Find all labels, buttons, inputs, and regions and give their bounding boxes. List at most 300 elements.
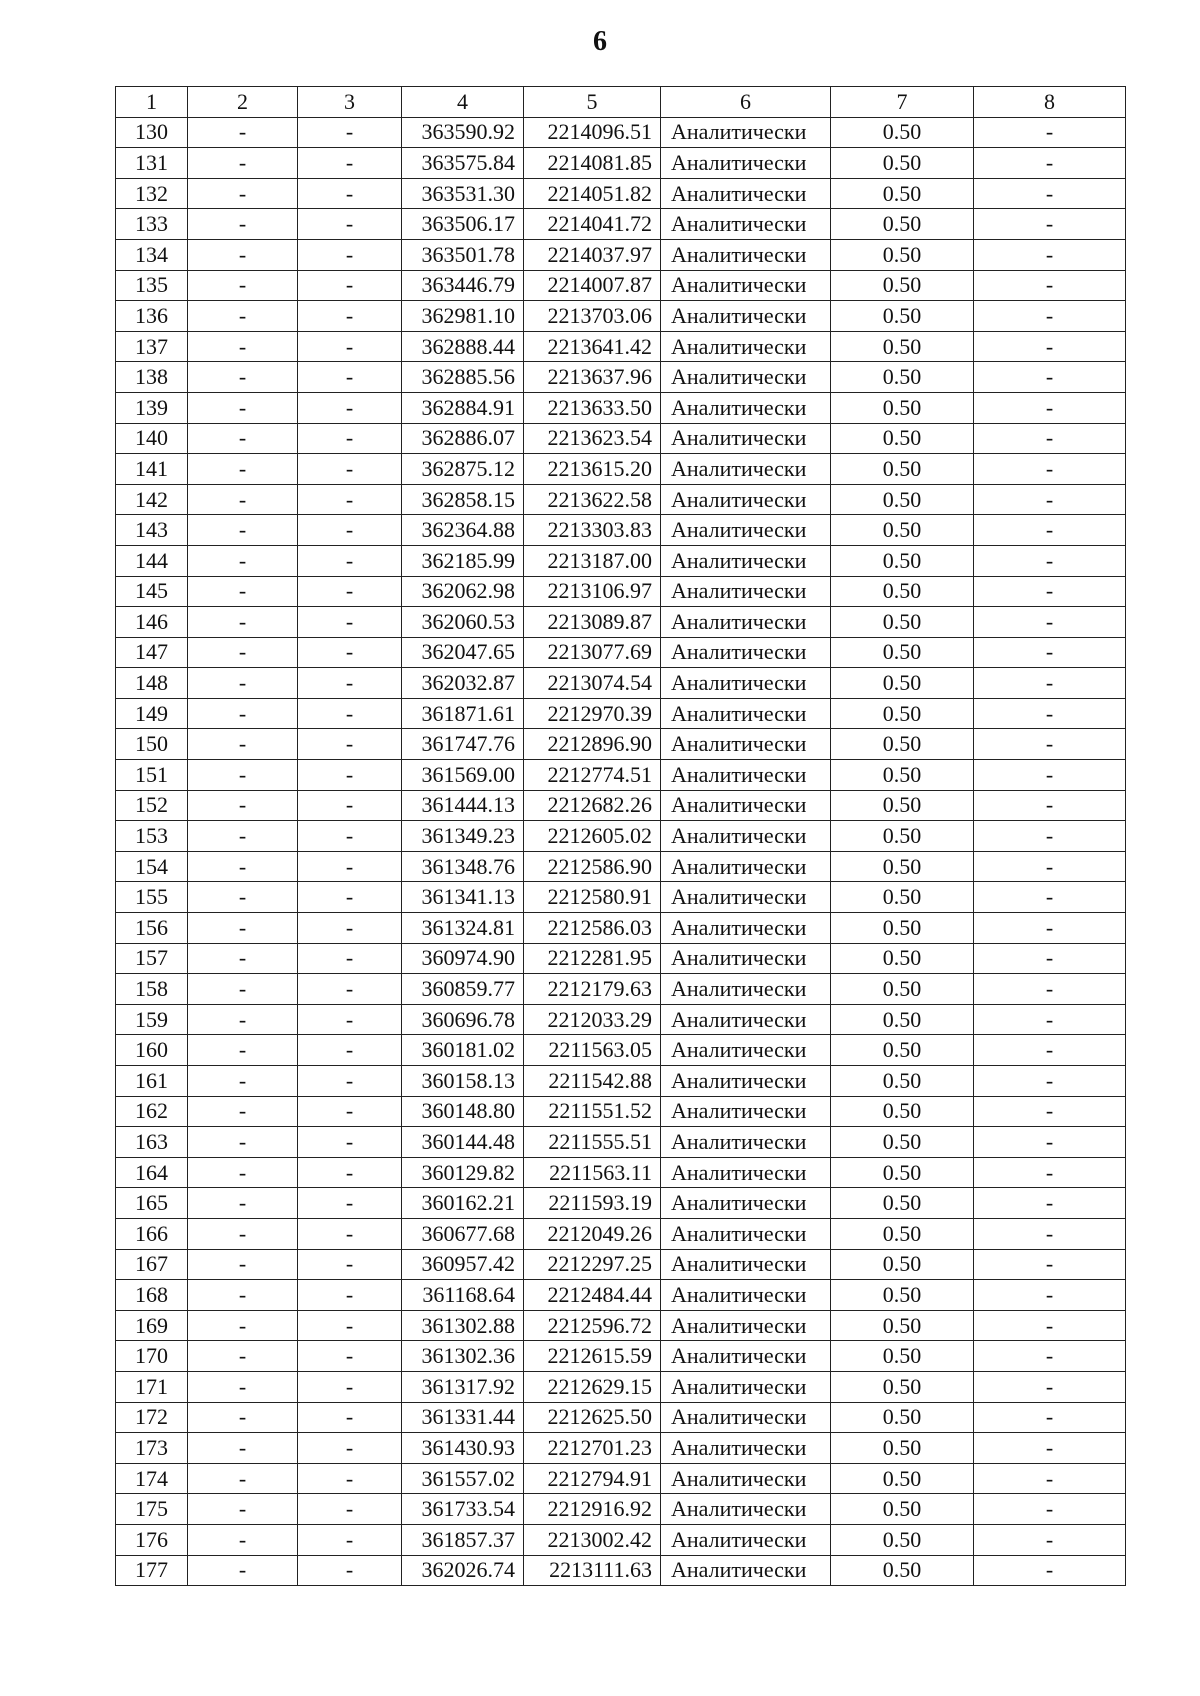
cell-y-coordinate: 2212970.39	[524, 698, 661, 729]
cell-col-2: -	[188, 1035, 298, 1066]
cell-accuracy: 0.50	[831, 423, 974, 454]
cell-col-2: -	[188, 270, 298, 301]
table-row	[116, 1280, 1126, 1311]
cell-accuracy: 0.50	[831, 821, 974, 852]
cell-x-coordinate: 363506.17	[402, 209, 524, 240]
cell-col-2: -	[188, 607, 298, 638]
cell-y-coordinate: 2212179.63	[524, 974, 661, 1005]
table-row	[116, 178, 1126, 209]
header-col-1: 1	[116, 87, 188, 118]
cell-method: Аналитически	[661, 1555, 831, 1586]
cell-x-coordinate: 361302.88	[402, 1310, 524, 1341]
table-row	[116, 239, 1126, 270]
cell-col-8: -	[974, 576, 1126, 607]
table-row	[116, 117, 1126, 148]
cell-accuracy: 0.50	[831, 1066, 974, 1097]
cell-y-coordinate: 2212605.02	[524, 821, 661, 852]
cell-accuracy: 0.50	[831, 943, 974, 974]
cell-col-3: -	[298, 1249, 402, 1280]
table-row	[116, 882, 1126, 913]
cell-accuracy: 0.50	[831, 1280, 974, 1311]
cell-point-number: 153	[116, 821, 188, 852]
cell-y-coordinate: 2212701.23	[524, 1433, 661, 1464]
cell-method: Аналитически	[661, 362, 831, 393]
cell-x-coordinate: 361733.54	[402, 1494, 524, 1525]
cell-col-3: -	[298, 545, 402, 576]
cell-col-2: -	[188, 148, 298, 179]
cell-method: Аналитически	[661, 1341, 831, 1372]
cell-y-coordinate: 2214096.51	[524, 117, 661, 148]
cell-y-coordinate: 2213615.20	[524, 454, 661, 485]
cell-method: Аналитически	[661, 882, 831, 913]
table-row	[116, 943, 1126, 974]
cell-col-3: -	[298, 331, 402, 362]
cell-accuracy: 0.50	[831, 668, 974, 699]
cell-x-coordinate: 363446.79	[402, 270, 524, 301]
cell-y-coordinate: 2213703.06	[524, 301, 661, 332]
cell-point-number: 159	[116, 1004, 188, 1035]
cell-point-number: 136	[116, 301, 188, 332]
cell-col-8: -	[974, 1096, 1126, 1127]
cell-y-coordinate: 2212615.59	[524, 1341, 661, 1372]
table-row	[116, 362, 1126, 393]
table-row	[116, 698, 1126, 729]
cell-method: Аналитически	[661, 1463, 831, 1494]
cell-point-number: 160	[116, 1035, 188, 1066]
cell-point-number: 155	[116, 882, 188, 913]
cell-col-8: -	[974, 1218, 1126, 1249]
table-row	[116, 1218, 1126, 1249]
cell-col-2: -	[188, 974, 298, 1005]
cell-y-coordinate: 2212682.26	[524, 790, 661, 821]
table-row	[116, 913, 1126, 944]
cell-col-8: -	[974, 1433, 1126, 1464]
cell-col-8: -	[974, 1402, 1126, 1433]
cell-col-3: -	[298, 1218, 402, 1249]
table-row	[116, 515, 1126, 546]
cell-x-coordinate: 360144.48	[402, 1127, 524, 1158]
cell-col-8: -	[974, 851, 1126, 882]
table-row	[116, 1127, 1126, 1158]
cell-col-8: -	[974, 362, 1126, 393]
cell-point-number: 154	[116, 851, 188, 882]
cell-accuracy: 0.50	[831, 729, 974, 760]
cell-accuracy: 0.50	[831, 1371, 974, 1402]
cell-col-3: -	[298, 1371, 402, 1402]
cell-y-coordinate: 2211563.05	[524, 1035, 661, 1066]
table-row	[116, 974, 1126, 1005]
cell-col-8: -	[974, 1280, 1126, 1311]
page-number: 6	[593, 26, 607, 57]
cell-accuracy: 0.50	[831, 484, 974, 515]
cell-col-3: -	[298, 1463, 402, 1494]
cell-col-3: -	[298, 729, 402, 760]
cell-col-2: -	[188, 1096, 298, 1127]
cell-point-number: 135	[116, 270, 188, 301]
cell-col-8: -	[974, 1524, 1126, 1555]
cell-accuracy: 0.50	[831, 117, 974, 148]
cell-x-coordinate: 362047.65	[402, 637, 524, 668]
cell-col-2: -	[188, 790, 298, 821]
cell-method: Аналитически	[661, 576, 831, 607]
cell-col-2: -	[188, 1371, 298, 1402]
cell-x-coordinate: 362858.15	[402, 484, 524, 515]
cell-accuracy: 0.50	[831, 1035, 974, 1066]
cell-x-coordinate: 360148.80	[402, 1096, 524, 1127]
table-row	[116, 1341, 1126, 1372]
cell-col-2: -	[188, 882, 298, 913]
cell-accuracy: 0.50	[831, 882, 974, 913]
cell-x-coordinate: 361324.81	[402, 913, 524, 944]
cell-col-8: -	[974, 729, 1126, 760]
cell-point-number: 148	[116, 668, 188, 699]
header-col-4: 4	[402, 87, 524, 118]
cell-col-3: -	[298, 1402, 402, 1433]
cell-y-coordinate: 2212629.15	[524, 1371, 661, 1402]
cell-col-8: -	[974, 484, 1126, 515]
cell-method: Аналитически	[661, 301, 831, 332]
cell-y-coordinate: 2212625.50	[524, 1402, 661, 1433]
cell-col-2: -	[188, 1524, 298, 1555]
cell-col-8: -	[974, 668, 1126, 699]
cell-point-number: 167	[116, 1249, 188, 1280]
cell-accuracy: 0.50	[831, 392, 974, 423]
cell-col-8: -	[974, 1035, 1126, 1066]
cell-x-coordinate: 361747.76	[402, 729, 524, 760]
cell-method: Аналитически	[661, 729, 831, 760]
cell-col-3: -	[298, 790, 402, 821]
cell-x-coordinate: 361430.93	[402, 1433, 524, 1464]
cell-point-number: 168	[116, 1280, 188, 1311]
cell-y-coordinate: 2211593.19	[524, 1188, 661, 1219]
cell-col-8: -	[974, 1066, 1126, 1097]
cell-y-coordinate: 2213187.00	[524, 545, 661, 576]
cell-point-number: 147	[116, 637, 188, 668]
cell-method: Аналитически	[661, 1494, 831, 1525]
table-row	[116, 576, 1126, 607]
coordinates-table	[115, 86, 1126, 1586]
cell-col-3: -	[298, 974, 402, 1005]
cell-col-8: -	[974, 1188, 1126, 1219]
cell-method: Аналитически	[661, 484, 831, 515]
cell-accuracy: 0.50	[831, 1157, 974, 1188]
cell-col-2: -	[188, 454, 298, 485]
cell-col-8: -	[974, 270, 1126, 301]
table-row	[116, 607, 1126, 638]
cell-col-3: -	[298, 1157, 402, 1188]
cell-point-number: 146	[116, 607, 188, 638]
cell-y-coordinate: 2213074.54	[524, 668, 661, 699]
cell-col-2: -	[188, 1066, 298, 1097]
cell-col-3: -	[298, 392, 402, 423]
cell-col-3: -	[298, 1524, 402, 1555]
cell-x-coordinate: 362032.87	[402, 668, 524, 699]
cell-x-coordinate: 362062.98	[402, 576, 524, 607]
cell-accuracy: 0.50	[831, 637, 974, 668]
cell-y-coordinate: 2212281.95	[524, 943, 661, 974]
cell-y-coordinate: 2211551.52	[524, 1096, 661, 1127]
cell-accuracy: 0.50	[831, 1004, 974, 1035]
table-row	[116, 729, 1126, 760]
cell-point-number: 143	[116, 515, 188, 546]
cell-point-number: 157	[116, 943, 188, 974]
cell-col-3: -	[298, 209, 402, 240]
cell-accuracy: 0.50	[831, 851, 974, 882]
cell-col-3: -	[298, 1066, 402, 1097]
cell-x-coordinate: 363531.30	[402, 178, 524, 209]
cell-y-coordinate: 2211542.88	[524, 1066, 661, 1097]
table-row	[116, 392, 1126, 423]
cell-point-number: 133	[116, 209, 188, 240]
cell-x-coordinate: 361317.92	[402, 1371, 524, 1402]
cell-y-coordinate: 2213077.69	[524, 637, 661, 668]
cell-method: Аналитически	[661, 117, 831, 148]
cell-method: Аналитически	[661, 331, 831, 362]
cell-method: Аналитически	[661, 1310, 831, 1341]
cell-x-coordinate: 361871.61	[402, 698, 524, 729]
cell-y-coordinate: 2214081.85	[524, 148, 661, 179]
cell-col-2: -	[188, 484, 298, 515]
cell-x-coordinate: 361168.64	[402, 1280, 524, 1311]
cell-col-2: -	[188, 821, 298, 852]
cell-accuracy: 0.50	[831, 148, 974, 179]
table-row	[116, 1004, 1126, 1035]
cell-col-8: -	[974, 1341, 1126, 1372]
cell-col-3: -	[298, 515, 402, 546]
cell-x-coordinate: 361341.13	[402, 882, 524, 913]
cell-method: Аналитически	[661, 209, 831, 240]
cell-accuracy: 0.50	[831, 362, 974, 393]
cell-col-2: -	[188, 545, 298, 576]
cell-col-8: -	[974, 178, 1126, 209]
cell-accuracy: 0.50	[831, 1402, 974, 1433]
cell-x-coordinate: 360957.42	[402, 1249, 524, 1280]
cell-col-8: -	[974, 423, 1126, 454]
cell-method: Аналитически	[661, 1249, 831, 1280]
cell-col-3: -	[298, 484, 402, 515]
cell-col-2: -	[188, 668, 298, 699]
cell-y-coordinate: 2213637.96	[524, 362, 661, 393]
cell-col-3: -	[298, 882, 402, 913]
cell-point-number: 139	[116, 392, 188, 423]
cell-col-8: -	[974, 301, 1126, 332]
cell-method: Аналитически	[661, 698, 831, 729]
cell-col-3: -	[298, 607, 402, 638]
cell-point-number: 169	[116, 1310, 188, 1341]
table-row	[116, 821, 1126, 852]
cell-col-2: -	[188, 515, 298, 546]
cell-point-number: 151	[116, 760, 188, 791]
cell-y-coordinate: 2212033.29	[524, 1004, 661, 1035]
cell-col-8: -	[974, 1249, 1126, 1280]
cell-accuracy: 0.50	[831, 1555, 974, 1586]
cell-method: Аналитически	[661, 1218, 831, 1249]
cell-method: Аналитически	[661, 1188, 831, 1219]
cell-y-coordinate: 2213303.83	[524, 515, 661, 546]
cell-col-8: -	[974, 1494, 1126, 1525]
cell-col-3: -	[298, 362, 402, 393]
cell-method: Аналитически	[661, 637, 831, 668]
cell-method: Аналитически	[661, 1371, 831, 1402]
cell-col-8: -	[974, 545, 1126, 576]
cell-col-8: -	[974, 331, 1126, 362]
table-row	[116, 668, 1126, 699]
cell-point-number: 163	[116, 1127, 188, 1158]
cell-method: Аналитически	[661, 790, 831, 821]
cell-y-coordinate: 2213623.54	[524, 423, 661, 454]
cell-point-number: 132	[116, 178, 188, 209]
cell-y-coordinate: 2213111.63	[524, 1555, 661, 1586]
cell-col-3: -	[298, 698, 402, 729]
cell-method: Аналитически	[661, 607, 831, 638]
cell-col-3: -	[298, 668, 402, 699]
cell-point-number: 161	[116, 1066, 188, 1097]
cell-col-2: -	[188, 1310, 298, 1341]
table-row	[116, 1310, 1126, 1341]
table-row	[116, 1555, 1126, 1586]
table-row	[116, 637, 1126, 668]
cell-accuracy: 0.50	[831, 1494, 974, 1525]
cell-y-coordinate: 2212794.91	[524, 1463, 661, 1494]
cell-x-coordinate: 361349.23	[402, 821, 524, 852]
cell-accuracy: 0.50	[831, 974, 974, 1005]
table-row	[116, 1157, 1126, 1188]
cell-col-2: -	[188, 239, 298, 270]
cell-y-coordinate: 2213641.42	[524, 331, 661, 362]
cell-x-coordinate: 360158.13	[402, 1066, 524, 1097]
cell-y-coordinate: 2213002.42	[524, 1524, 661, 1555]
cell-accuracy: 0.50	[831, 1096, 974, 1127]
cell-accuracy: 0.50	[831, 270, 974, 301]
cell-col-2: -	[188, 1004, 298, 1035]
cell-col-2: -	[188, 1555, 298, 1586]
cell-col-3: -	[298, 1280, 402, 1311]
header-col-7: 7	[831, 87, 974, 118]
cell-method: Аналитически	[661, 851, 831, 882]
cell-col-2: -	[188, 117, 298, 148]
cell-x-coordinate: 362060.53	[402, 607, 524, 638]
cell-col-2: -	[188, 1402, 298, 1433]
table-row	[116, 1402, 1126, 1433]
table-header-row	[116, 87, 1126, 118]
cell-col-3: -	[298, 637, 402, 668]
cell-col-3: -	[298, 576, 402, 607]
cell-y-coordinate: 2214041.72	[524, 209, 661, 240]
cell-x-coordinate: 362185.99	[402, 545, 524, 576]
cell-col-8: -	[974, 239, 1126, 270]
cell-method: Аналитически	[661, 1127, 831, 1158]
cell-method: Аналитически	[661, 1004, 831, 1035]
cell-point-number: 131	[116, 148, 188, 179]
cell-col-8: -	[974, 1127, 1126, 1158]
cell-x-coordinate: 362364.88	[402, 515, 524, 546]
cell-point-number: 164	[116, 1157, 188, 1188]
cell-y-coordinate: 2213089.87	[524, 607, 661, 638]
cell-col-2: -	[188, 1494, 298, 1525]
cell-accuracy: 0.50	[831, 790, 974, 821]
header-col-6: 6	[661, 87, 831, 118]
cell-method: Аналитически	[661, 1157, 831, 1188]
cell-method: Аналитически	[661, 392, 831, 423]
cell-col-3: -	[298, 1127, 402, 1158]
cell-col-3: -	[298, 1188, 402, 1219]
table-row	[116, 1463, 1126, 1494]
cell-col-3: -	[298, 270, 402, 301]
cell-point-number: 165	[116, 1188, 188, 1219]
cell-point-number: 141	[116, 454, 188, 485]
cell-col-2: -	[188, 729, 298, 760]
cell-accuracy: 0.50	[831, 301, 974, 332]
cell-method: Аналитически	[661, 178, 831, 209]
cell-col-2: -	[188, 423, 298, 454]
cell-col-8: -	[974, 209, 1126, 240]
cell-accuracy: 0.50	[831, 698, 974, 729]
cell-col-3: -	[298, 117, 402, 148]
cell-point-number: 162	[116, 1096, 188, 1127]
cell-method: Аналитически	[661, 454, 831, 485]
cell-accuracy: 0.50	[831, 1310, 974, 1341]
cell-point-number: 142	[116, 484, 188, 515]
cell-accuracy: 0.50	[831, 1433, 974, 1464]
cell-col-2: -	[188, 1127, 298, 1158]
cell-y-coordinate: 2212586.03	[524, 913, 661, 944]
cell-point-number: 130	[116, 117, 188, 148]
cell-y-coordinate: 2212580.91	[524, 882, 661, 913]
cell-x-coordinate: 363575.84	[402, 148, 524, 179]
cell-accuracy: 0.50	[831, 1463, 974, 1494]
table-row	[116, 790, 1126, 821]
cell-col-8: -	[974, 1463, 1126, 1494]
cell-method: Аналитически	[661, 545, 831, 576]
cell-y-coordinate: 2213633.50	[524, 392, 661, 423]
table-row	[116, 301, 1126, 332]
header-col-3: 3	[298, 87, 402, 118]
cell-point-number: 177	[116, 1555, 188, 1586]
cell-col-8: -	[974, 117, 1126, 148]
cell-col-8: -	[974, 913, 1126, 944]
table-row	[116, 1096, 1126, 1127]
cell-col-2: -	[188, 362, 298, 393]
table-body	[116, 117, 1126, 1586]
cell-col-8: -	[974, 1157, 1126, 1188]
cell-accuracy: 0.50	[831, 760, 974, 791]
table-row	[116, 270, 1126, 301]
cell-point-number: 166	[116, 1218, 188, 1249]
table-row	[116, 851, 1126, 882]
cell-accuracy: 0.50	[831, 1341, 974, 1372]
cell-accuracy: 0.50	[831, 545, 974, 576]
cell-col-8: -	[974, 454, 1126, 485]
cell-col-2: -	[188, 331, 298, 362]
cell-col-8: -	[974, 882, 1126, 913]
cell-y-coordinate: 2212297.25	[524, 1249, 661, 1280]
cell-col-8: -	[974, 1310, 1126, 1341]
cell-col-2: -	[188, 1218, 298, 1249]
cell-method: Аналитически	[661, 821, 831, 852]
table-row	[116, 545, 1126, 576]
cell-point-number: 173	[116, 1433, 188, 1464]
cell-accuracy: 0.50	[831, 913, 974, 944]
table-row	[116, 209, 1126, 240]
cell-col-3: -	[298, 148, 402, 179]
cell-col-8: -	[974, 760, 1126, 791]
cell-point-number: 137	[116, 331, 188, 362]
cell-method: Аналитически	[661, 148, 831, 179]
cell-col-2: -	[188, 1433, 298, 1464]
cell-col-2: -	[188, 1188, 298, 1219]
table-row	[116, 1371, 1126, 1402]
cell-method: Аналитически	[661, 1280, 831, 1311]
